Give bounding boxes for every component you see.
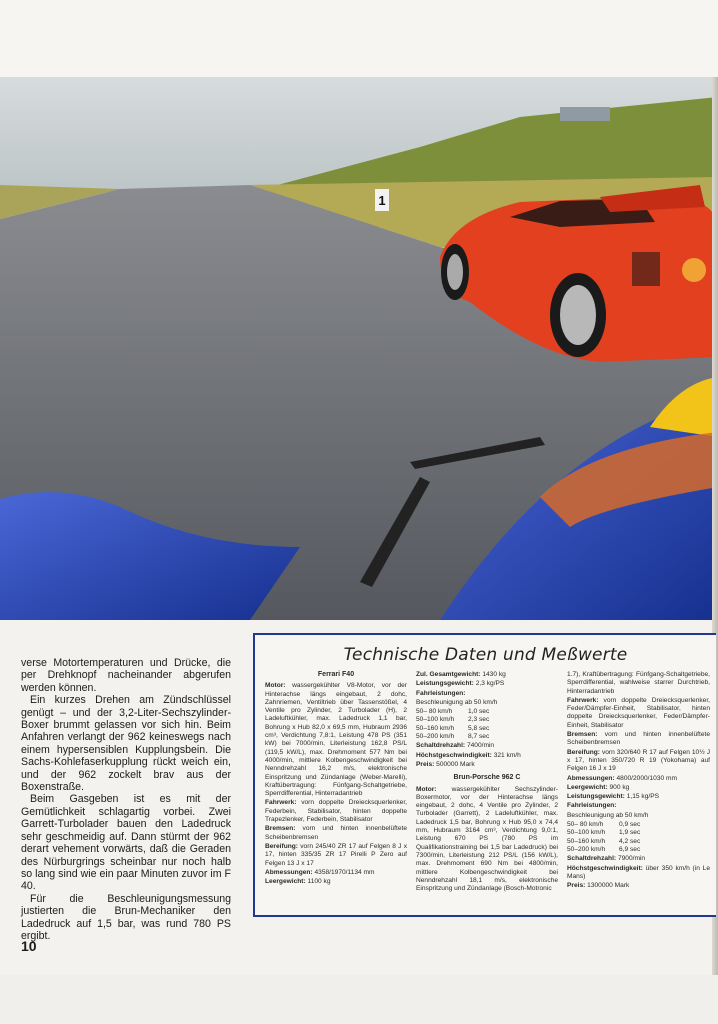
- accel-row: 50–160 km/h 5,8 sec: [416, 724, 490, 732]
- article-paragraph: Ein kurzes Drehen am Zündschlüssel genügt – und der 3,2-Liter-Sechszylinder-Boxer brummt gelassen vor sich hin. Beim Anfahren verlangt der 962 keineswegs nach einem hypersensiblen Kupplungsbein. Die Sachs-Kohlefaserkupplung rückt weich ein, und der 962 zockelt brav aus der Boxenstraße.: [21, 694, 231, 794]
- spec-entry: Bremsen: vorn und hinten innenbelüftete Scheibenbremsen: [567, 731, 710, 747]
- article-paragraph: Beim Gasgeben ist es mit der Gemütlichkeit schlagartig vorbei. Zwei Garrett-Turbolader bauen den Ladedruck sehr geschmeidig auf. Dann stürmt der 962 derart vehement vorwärts, daß die Geraden des Nürburgrings scheinbar nur noch halb so lang sind wie ein paar Minuten zuvor im F 40.: [21, 793, 231, 893]
- spec-entry: Beschleunigung ab 50 km/h: [567, 811, 649, 819]
- spec-entry: Leistungsgewicht: 1,15 kg/PS: [567, 793, 659, 801]
- accel-row: 50– 80 km/h 0,9 sec: [567, 821, 641, 829]
- page-number: 10: [21, 938, 37, 954]
- accel-table-ferrari: [416, 708, 558, 741]
- spec-heading: Ferrari F40: [317, 671, 355, 678]
- accel-row: 50–200 km/h 8,7 sec: [416, 733, 490, 741]
- spec-entry: Fahrleistungen:: [416, 689, 466, 697]
- article-paragraph: Für die Beschleunigungsmessung justierten die Brun-Mechaniker den Ladedruck auf 1,5 bar, was rund 780 PS ergibt.: [21, 892, 231, 942]
- spec-entry: 1.7), Kraftübertragung: Fünfgang-Schaltgetriebe, Sperrdifferential, wahlweise starrer Durchtrieb, Hinterradantrieb: [567, 671, 710, 695]
- spec-entry: Leergewicht: 1100 kg: [265, 878, 331, 886]
- spec-box-title: Technische Daten und Meßwerte: [343, 645, 628, 665]
- spec-entry: Höchstgeschwindigkeit: 321 km/h: [416, 751, 521, 759]
- spec-entry: Schaltdrehzahl: 7400/min: [416, 742, 495, 750]
- spec-entry: Fahrwerk: vorn doppelte Dreiecksquerlenker, Federbein, Stabilisator, hinten doppelte Trapezlenker, Federbein, Stabilisator: [265, 799, 407, 824]
- page-bottom-margin: [0, 975, 718, 1024]
- accel-row: 50–200 km/h 6,9 sec: [567, 845, 641, 853]
- spec-box: [253, 633, 716, 917]
- spec-entry: Motor: wassergekühlter V8-Motor, vor der Hinterachse längs eingebaut, 2 dohc, Zahnriemen, Ventiltrieb über Tassenstößel, 4 Ventile pro Zylinder, 2 Turbolader (H), 2 Ladeluftkühler, max. Ladedruck 1,1 bar, Bohrung x Hub 82,0 x 69,5 mm, Hubraum 2936 cm³, Verdichtung 7,8:1, Leistung 478 PS (351 kW) bei 7000/min, Literleistung 162,8 PS/L (119,5 kW/L), max. Drehmoment 577 Nm bei 4000/min, mittlere Kolbengeschwindigkeit bei Nenndrehzahl 16,2 m/s, elektronische Einspritzung und Zündanlage (Weber-Marelli), Kraftübertragung: Fünfgang-Schaltgetriebe, Sperrdifferential, Hinterradantrieb: [265, 682, 407, 798]
- spec-entry: Abmessungen: 4358/1970/1134 mm: [265, 868, 375, 876]
- track-marker-label: 1: [378, 193, 386, 208]
- accel-table-porsche: [567, 821, 710, 854]
- spec-heading: Brun-Porsche 962 C: [453, 774, 521, 782]
- spec-entry: Schaltdrehzahl: 7900/min: [567, 855, 646, 863]
- article-column: [21, 657, 231, 942]
- spec-entry: Zul. Gesamtgewicht: 1430 kg: [416, 671, 506, 678]
- spec-entry: Beschleunigung ab 50 km/h: [416, 698, 498, 706]
- spec-entry: Fahrwerk: vorn doppelte Dreiecksquerlenker, Feder/Dämpfer-Einheit, Stabilisator, hinten doppelte Dreiecksquerlenker, Feder/Dämpfer-Einheit, Stabilisator: [567, 696, 710, 729]
- accel-row: 50–160 km/h 4,2 sec: [567, 837, 641, 845]
- spec-entry: Preis: 500000 Mark: [416, 760, 475, 768]
- spec-entry: Preis: 1300000 Mark: [567, 882, 630, 890]
- race-photo: [0, 77, 718, 620]
- spec-entry: Höchstgeschwindigkeit: über 350 km/h (in Le Mans): [567, 864, 710, 880]
- accel-row: 50– 80 km/h 1,0 sec: [416, 708, 490, 716]
- article-paragraph: verse Motortemperaturen und Drücke, die per Drehknopf nacheinander abgerufen werden können.: [21, 657, 231, 694]
- spec-entry: Leergewicht: 900 kg: [567, 783, 630, 791]
- spec-entry: Fahrleistungen:: [567, 802, 617, 810]
- spec-column-ferrari: [265, 671, 407, 887]
- spec-entry: Bereifung: vorn 320/640 R 17 auf Felgen 10½ J x 17, hinten 350/720 R 19 (Yokohama) auf Felgen 16 J x 19: [567, 748, 710, 773]
- spec-entry: Abmessungen: 4800/2000/1030 mm: [567, 774, 677, 782]
- spec-entry: Bereifung: vorn 245/40 ZR 17 auf Felgen 8 J x 17, hinten 335/35 ZR 17 Pirelli P Zero auf Felgen 13 J x 17: [265, 842, 407, 867]
- spec-column-middle: [416, 671, 558, 894]
- accel-row: 50–100 km/h 2,3 sec: [416, 716, 490, 724]
- spec-entry: Bremsen: vorn und hinten innenbelüftete Scheibenbremsen: [265, 825, 407, 841]
- spec-column-porsche: [567, 671, 710, 891]
- spec-entry: Leistungsgewicht: 2,3 kg/PS: [416, 680, 505, 688]
- building: [560, 107, 610, 121]
- accel-row: 50–100 km/h 1,9 sec: [567, 829, 641, 837]
- page-top-margin: [0, 0, 718, 77]
- spec-entry: Motor: wassergekühlter Sechszylinder-Boxermotor, vor der Hinterachse längs eingebaut, 2 dohc, 4 Ventile pro Zylinder, 2 Turbolader (Garrett), 2 Ladeluftkühler, max. Ladedruck 1,5 bar, Bohrung x Hub 95,0 x 74,4 mm, Hubraum 3164 cm³, Verdichtung 9,0:1, Leistung 670 PS (780 PS im Qualifikationstraining bei 1,5 bar Ladedruck) bei 7300/min, Literleistung 212 PS/L (156 kW/L), max. Drehmoment 690 Nm bei 4800/min, mittlere Kolbengeschwindigkeit bei Nenndrehzahl 18,1 m/s, elektronische Einspritzung und Zündanlage (Bosch-Motronic: [416, 785, 558, 893]
